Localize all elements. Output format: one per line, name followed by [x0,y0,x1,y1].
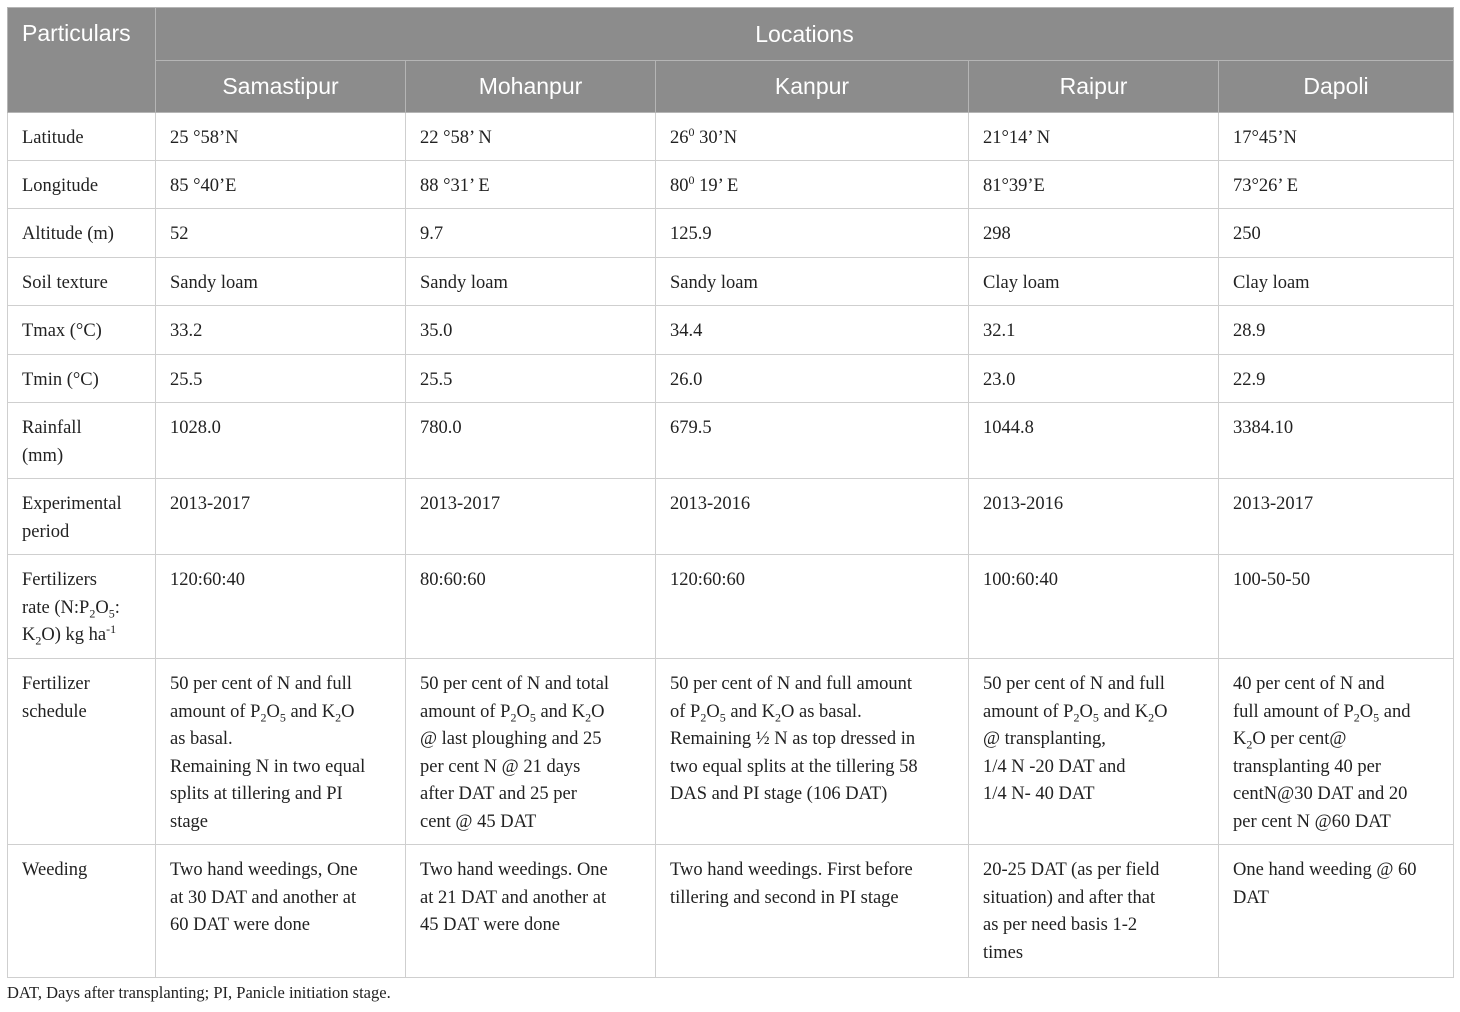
table-cell: 1044.8 [969,403,1219,479]
row-label: Altitude (m) [8,209,156,258]
table-row [8,479,1454,555]
row-label: Rainfall (mm) [8,403,156,479]
table-row [8,355,1454,403]
table-cell: 81°39’E [969,161,1219,209]
table-cell: 2013-2017 [156,479,406,555]
table-cell: 21°14’ N [969,113,1219,161]
table-cell: Two hand weedings. First before tillering and second in PI stage [656,845,969,978]
table-cell: Clay loam [969,258,1219,306]
table-cell: 35.0 [406,306,656,355]
table-row [8,161,1454,209]
table-cell: 22 °58’ N [406,113,656,161]
table-row [8,209,1454,258]
row-label: Fertilizers rate ($N:P_2O_5$: $K_2O$) kg $ha^{-1}$ [8,555,156,659]
locations-table [7,7,1454,978]
table-cell: 85 °40’E [156,161,406,209]
row-label: Experimental period [8,479,156,555]
table-cell: 32.1 [969,306,1219,355]
table-cell: 100:60:40 [969,555,1219,659]
table-cell: 20-25 DAT (as per field situation) and after that as per need basis 1-2 times [969,845,1219,978]
row-label: Tmin (°C) [8,355,156,403]
table-footnote: DAT, Days after transplanting; PI, Panicle initiation stage. [7,983,391,1002]
table-row [8,306,1454,355]
table-cell: 1028.0 [156,403,406,479]
table-cell: 28.9 [1219,306,1454,355]
table-cell: 9.7 [406,209,656,258]
table-cell: 50 per cent of N and full amount of $P_2O_5$ and $K_2O$ as basal. Remaining ½ N as top dressed in two equal splits at the tillering 58 DAS and PI stage (106 DAT) [656,659,969,845]
table-cell: $26^0$ 30’N [656,113,969,161]
table-cell: Sandy loam [156,258,406,306]
table-cell: 679.5 [656,403,969,479]
table-cell: 125.9 [656,209,969,258]
table-row [8,845,1454,978]
table-cell: 23.0 [969,355,1219,403]
table-cell: 73°26’ E [1219,161,1454,209]
table-cell: 17°45’N [1219,113,1454,161]
header-location-kanpur: Kanpur [656,61,969,113]
table-cell: 120:60:40 [156,555,406,659]
table-row [8,403,1454,479]
table-cell: 40 per cent of N and full amount of $P_2O_5$ and $K_2O$ per cent@ transplanting 40 per centN@30 DAT and 20 per cent N @60 DAT [1219,659,1454,845]
data-table-container [7,7,1453,978]
row-label: Fertilizer schedule [8,659,156,845]
row-label: Weeding [8,845,156,978]
table-cell: Sandy loam [406,258,656,306]
table-cell: 52 [156,209,406,258]
table-cell: 26.0 [656,355,969,403]
table-cell: Two hand weedings. One at 21 DAT and another at 45 DAT were done [406,845,656,978]
table-cell: 50 per cent of N and total amount of $P_2O_5$ and $K_2O$ @ last ploughing and 25 per cent N @ 21 days after DAT and 25 per cent @ 45 DAT [406,659,656,845]
table-cell: 2013-2017 [406,479,656,555]
row-label: Tmax (°C) [8,306,156,355]
table-cell: 2013-2016 [656,479,969,555]
table-cell: 2013-2017 [1219,479,1454,555]
table-cell: 25.5 [156,355,406,403]
table-cell: Sandy loam [656,258,969,306]
table-cell: $80^0$ 19’ E [656,161,969,209]
table-cell: 120:60:60 [656,555,969,659]
row-label: Longitude [8,161,156,209]
table-cell: 2013-2016 [969,479,1219,555]
table-cell: 22.9 [1219,355,1454,403]
table-cell: Two hand weedings, One at 30 DAT and another at 60 DAT were done [156,845,406,978]
table-row [8,113,1454,161]
header-location-raipur: Raipur [969,61,1219,113]
table-cell: 100-50-50 [1219,555,1454,659]
header-particulars: Particulars [8,8,156,113]
table-cell: 298 [969,209,1219,258]
row-label: Latitude [8,113,156,161]
table-cell: 50 per cent of N and full amount of $P_2O_5$ and $K_2O$ @ transplanting, 1/4 N -20 DAT and 1/4 N- 40 DAT [969,659,1219,845]
table-cell: 88 °31’ E [406,161,656,209]
header-location-dapoli: Dapoli [1219,61,1454,113]
table-row [8,555,1454,659]
table-cell: One hand weeding @ 60 DAT [1219,845,1454,978]
table-cell: 3384.10 [1219,403,1454,479]
row-label: Soil texture [8,258,156,306]
table-cell: 80:60:60 [406,555,656,659]
table-cell: 33.2 [156,306,406,355]
table-cell: 50 per cent of N and full amount of $P_2O_5$ and $K_2O$ as basal. Remaining N in two equal splits at tillering and PI stage [156,659,406,845]
table-cell: Clay loam [1219,258,1454,306]
table-cell: 34.4 [656,306,969,355]
table-row [8,258,1454,306]
table-cell: 780.0 [406,403,656,479]
header-location-samastipur: Samastipur [156,61,406,113]
table-cell: 25 °58’N [156,113,406,161]
header-locations: Locations [156,8,1454,61]
table-row [8,659,1454,845]
table-cell: 250 [1219,209,1454,258]
table-cell: 25.5 [406,355,656,403]
header-location-mohanpur: Mohanpur [406,61,656,113]
